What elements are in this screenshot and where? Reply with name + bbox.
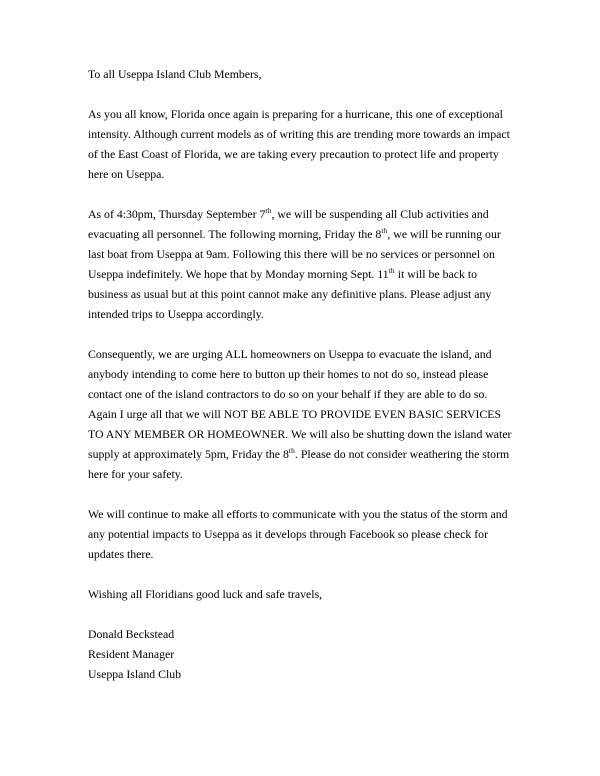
signature-organization: Useppa Island Club [88, 667, 182, 681]
ordinal-superscript: th [381, 226, 388, 236]
paragraph-hurricane-preparing: As you all know, Florida once again is preparing for a hurricane, this one of exceptional intensity. Although current models as of writing this are trending more towards an impact of the East Coast of Florida, we are taking every precaution to protect life and property here on Useppa. [88, 107, 510, 181]
signature-block [88, 624, 512, 684]
paragraph-evacuation-urging: Consequently, we are urging ALL homeowners on Useppa to evacuate the island, and anybody intending to come here to button up their homes to not do so, instead please contact one of the island contractors to do so on your behalf if they are able to do so. Again I urge all that we will NOT BE ABLE TO PROVIDE EVEN BASIC SERVICES TO ANY MEMBER OR HOMEOWNER. We will also be shutting down the island water supply at approximately 5pm, Friday the 8th. Please do not consider weathering the storm here for your safety. [88, 347, 512, 481]
ordinal-superscript: th [288, 446, 295, 456]
paragraph-suspension-schedule: As of 4:30pm, Thursday September 7th, we will be suspending all Club activities and evacuating all personnel. The following morning, Friday the 8th, we will be running our last boat from Useppa at 9am. Following this there will be no services or personnel on Useppa indefinitely. We hope that by Monday morning Sept. 11th it will be back to business as usual but at this point cannot make any definitive plans. Please adjust any intended trips to Useppa accordingly. [88, 206, 501, 321]
paragraph-storm-updates: We will continue to make all efforts to communicate with you the status of the storm and any potential impacts to Useppa as it develops through Facebook so please check for updates there. [88, 507, 508, 561]
signature-name: Donald Beckstead [88, 627, 175, 641]
closing-line: Wishing all Floridians good luck and safe travels, [88, 587, 323, 601]
ordinal-superscript: th [388, 266, 395, 276]
salutation-line: To all Useppa Island Club Members, [88, 67, 262, 81]
signature-title: Resident Manager [88, 647, 175, 661]
ordinal-superscript: th [265, 206, 272, 216]
